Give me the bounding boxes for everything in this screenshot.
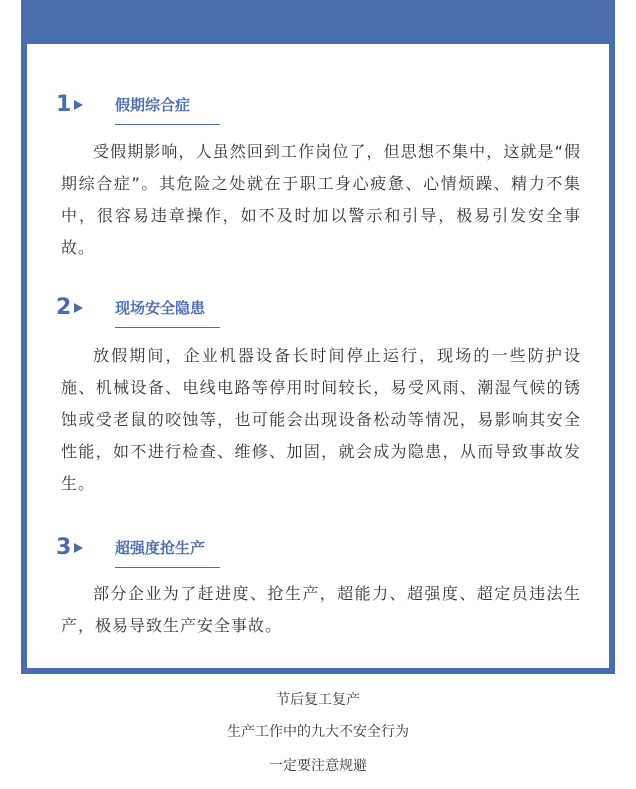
- footer-line-3: 一定要注意规避: [269, 758, 367, 774]
- section-header: [27, 533, 609, 573]
- section-number: 3: [56, 535, 72, 560]
- footer-line-2: 生产工作中的九大不安全行为: [227, 724, 409, 740]
- section-site-hazards: [27, 293, 609, 333]
- section-title: 假期综合症: [115, 90, 220, 125]
- section-paragraph: 受假期影响，人虽然回到工作岗位了，但思想不集中，这就是“假期综合症”。其危险之处就在于职工身心疲惫、心情烦躁、精力不集中，很容易违章操作，如不及时加以警示和引导，极易引发安全事故。: [61, 142, 581, 257]
- triangle-bullet-icon: [74, 543, 83, 553]
- section-title: 现场安全隐患: [115, 293, 220, 328]
- section-paragraph: 放假期间，企业机器设备长时间停止运行，现场的一些防护设施、机械设备、电线电路等停用时间较长，易受风雨、潮湿气候的锈蚀或受老鼠的咬蚀等，也可能会出现设备松动等情况，易影响其安全性能，如不进行检查、维修、加固，就会成为隐患，从而导致事故发生。: [61, 346, 581, 493]
- section-header: [27, 293, 609, 333]
- content-frame: [21, 0, 615, 674]
- section-number: 2: [56, 295, 72, 320]
- section-paragraph: 部分企业为了赶进度、抢生产，超能力、超强度、超定员违法生产，极易导致生产安全事故。: [61, 584, 581, 635]
- section-title: 超强度抢生产: [115, 533, 220, 568]
- triangle-bullet-icon: [74, 100, 83, 110]
- section-overtime-production: [27, 533, 609, 573]
- footer-line-1: 节后复工复产: [276, 692, 360, 708]
- section-holiday-syndrome: [27, 90, 609, 130]
- section-header: [27, 90, 609, 130]
- triangle-bullet-icon: [74, 303, 83, 313]
- content-panel: [27, 44, 609, 668]
- section-number: 1: [56, 92, 72, 117]
